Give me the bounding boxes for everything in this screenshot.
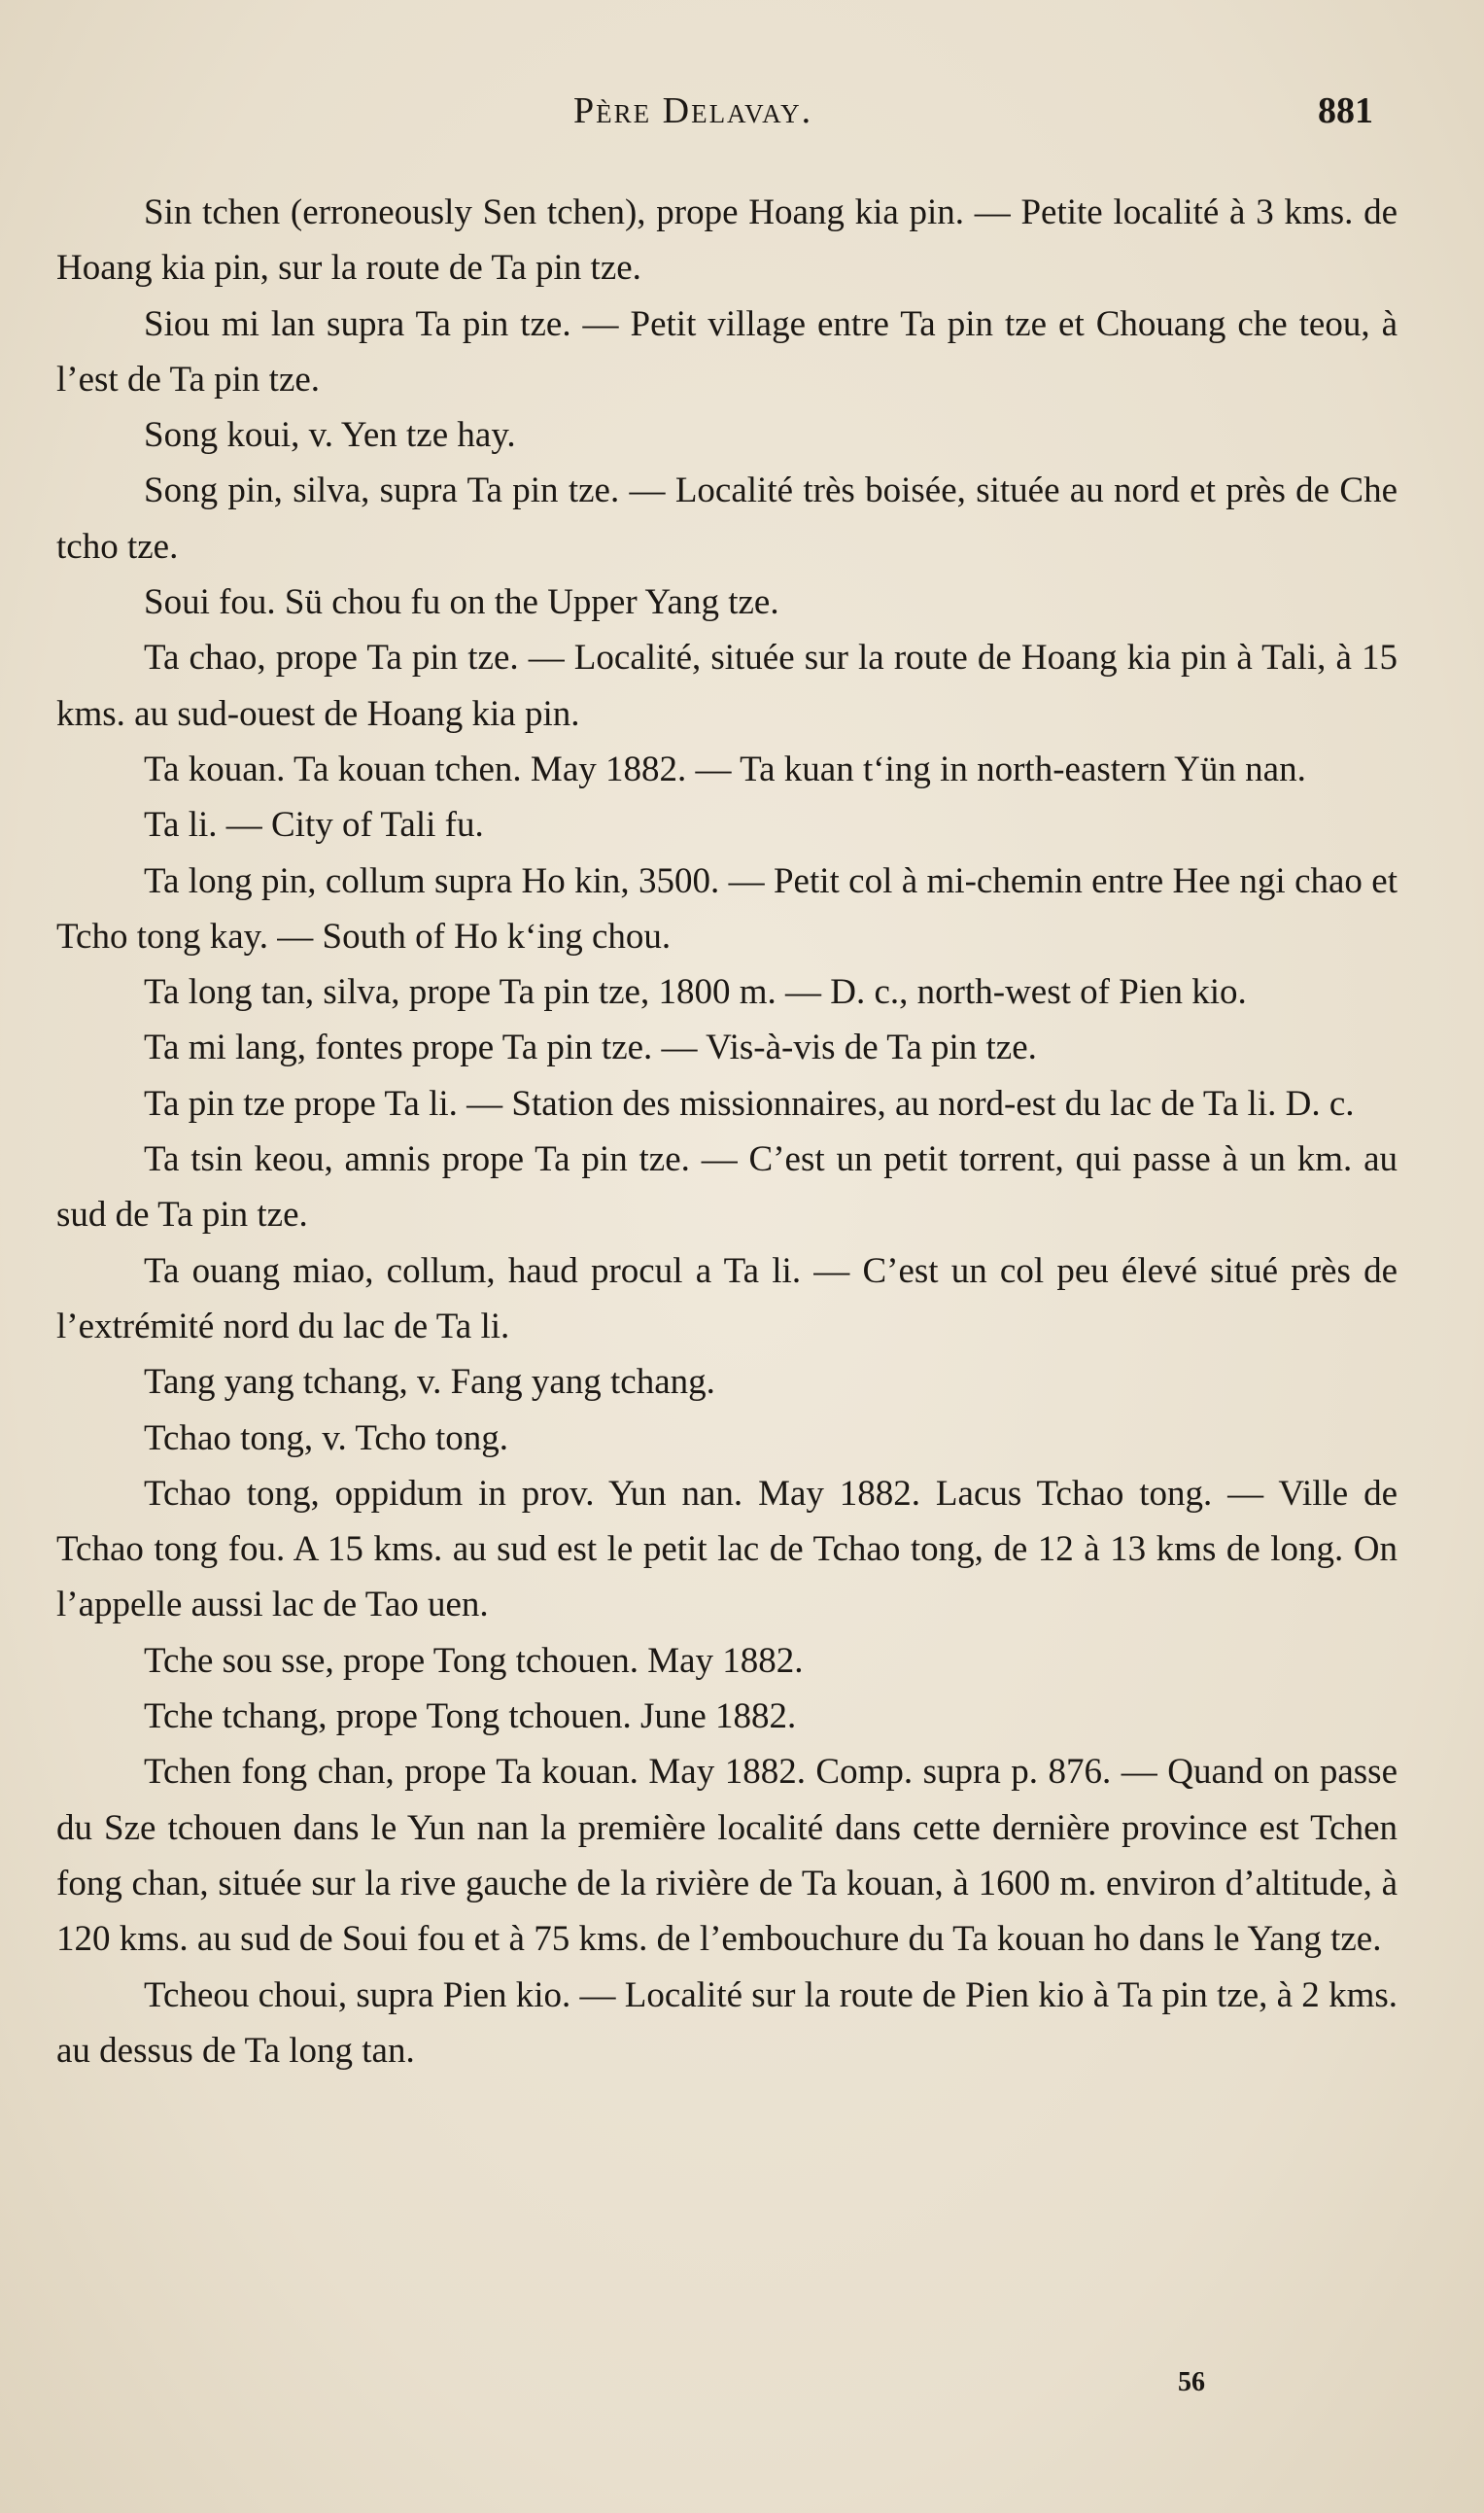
gazetteer-entry-ta-mi-lang: Ta mi lang, fontes prope Ta pin tze. — Vis-à-vis de Ta pin tze. <box>144 1028 1037 1068</box>
page-number: 881 <box>1318 90 1373 131</box>
gazetteer-entry-siou-mi-lan: Siou mi lan supra Ta pin tze. — Petit village entre Ta pin tze et Chouang che teou, à l’est de Ta pin tze. <box>56 303 1398 400</box>
gazetteer-entry-ta-chao: Ta chao, prope Ta pin tze. — Localité, située sur la route de Hoang kia pin à Tali, à 15 kms. au sud-ouest de Hoang kia pin. <box>56 638 1398 734</box>
gazetteer-entry-tche-sou-sse: Tche sou sse, prope Tong tchouen. May 1882. <box>144 1640 804 1681</box>
gazetteer-entry-soui-fou: Soui fou. Sü chou fu on the Upper Yang tze. <box>144 582 779 623</box>
gazetteer-entry-ta-long-tan: Ta long tan, silva, prope Ta pin tze, 1800 m. — D. c., north-west of Pien kio. <box>144 972 1247 1013</box>
gazetteer-entry-ta-kouan: Ta kouan. Ta kouan tchen. May 1882. — Ta kuan t‘ing in north-eastern Yün nan. <box>144 749 1306 789</box>
gazetteer-entry-sin-tchen: Sin tchen (erroneously Sen tchen), prope Hoang kia pin. — Petite localité à 3 kms. de Hoang kia pin, sur la route de Ta pin tze. <box>56 192 1398 289</box>
gazetteer-entry-tchen-fong-chan: Tchen fong chan, prope Ta kouan. May 1882. Comp. supra p. 876. — Quand on passe du Sze tchouen dans le Yun nan la première localité dans cette dernière province est Tchen fong chan, située sur la rive gauche de la rivière de Ta kouan, à 1600 m. environ d’altitude, à 120 kms. au sud de Soui fou et à 75 kms. de l’embouchure du Ta kouan ho dans le Yang tze. <box>56 1752 1398 1960</box>
gazetteer-entry-ta-pin-tze: Ta pin tze prope Ta li. — Station des missionnaires, au nord-est du lac de Ta li. D. c. <box>144 1083 1355 1124</box>
gazetteer-entry-tang-yang-tchang: Tang yang tchang, v. Fang yang tchang. <box>144 1362 715 1403</box>
gazetteer-entry-tche-tchang: Tche tchang, prope Tong tchouen. June 1882. <box>144 1696 797 1737</box>
gazetteer-entry-tchao-tong-ref: Tchao tong, v. Tcho tong. <box>144 1417 509 1458</box>
gazetteer-entry-tcheou-choui: Tcheou choui, supra Pien kio. — Localité sur la route de Pien kio à Ta pin tze, à 2 kms. au dessus de Ta long tan. <box>56 1974 1398 2071</box>
gazetteer-entry-ta-long-pin: Ta long pin, collum supra Ho kin, 3500. — Petit col à mi-chemin entre Hee ngi chao et Tcho tong kay. — South of Ho k‘ing chou. <box>56 860 1398 957</box>
gazetteer-entry-tchao-tong: Tchao tong, oppidum in prov. Yun nan. May 1882. Lacus Tchao tong. — Ville de Tchao tong fou. A 15 kms. au sud est le petit lac de Tchao tong, de 12 à 13 kms de long. On l’appelle aussi lac de Tao uen. <box>56 1473 1398 1625</box>
gazetteer-entry-ta-li: Ta li. — City of Tali fu. <box>144 805 484 846</box>
gazetteer-entry-song-koui: Song koui, v. Yen tze hay. <box>144 415 516 456</box>
gazetteer-entry-song-pin: Song pin, silva, supra Ta pin tze. — Localité très boisée, située au nord et près de Che tcho tze. <box>56 471 1398 567</box>
running-head: Père Delavay. <box>573 90 813 131</box>
gazetteer-entry-ta-tsin-keou: Ta tsin keou, amnis prope Ta pin tze. — C’est un petit torrent, qui passe à un km. au sud de Ta pin tze. <box>56 1139 1398 1236</box>
page-header <box>0 89 1484 138</box>
page-body <box>56 185 1398 2078</box>
gazetteer-entry-ta-ouang-miao: Ta ouang miao, collum, haud procul a Ta li. — C’est un col peu élevé situé près de l’extrémité nord du lac de Ta li. <box>56 1250 1398 1346</box>
signature-mark: 56 <box>1178 2367 1205 2397</box>
